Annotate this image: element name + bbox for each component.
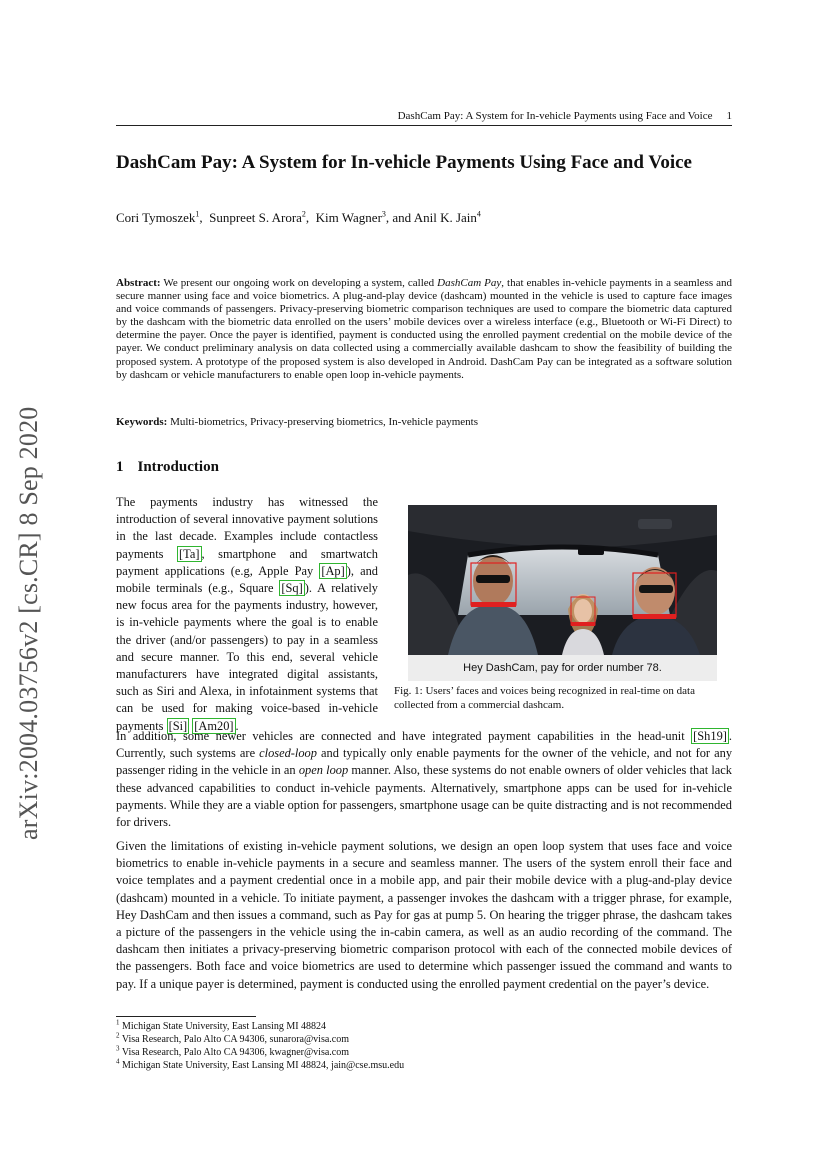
author-name: Sunpreet S. Arora [209,210,302,225]
dashcam-command-overlay: Hey DashCam, pay for order number 78. [408,655,717,681]
body-text: ), and mobile terminals (e.g., Square [116,563,378,596]
footnote [116,1059,732,1072]
body-text: manner. Also, these systems do not enable owners of older vehicles that lack these advanced capabilities to conduct in-vehicle payments. Alternatively, smartphone apps can be used for in-vehicle payments. While they are a viable option for passengers, smartphone usage can be quite distracting and is not recommended for drivers. [116,763,732,830]
body-text: . Currently, such systems are [116,729,732,761]
author-name: Cori Tymoszek [116,210,196,225]
footnote-text: Visa Research, Palo Alto CA 94306, sunarora@visa.com [121,1034,350,1045]
section-heading [116,459,219,476]
footnote-text: Visa Research, Palo Alto CA 94306, kwagner@visa.com [121,1047,350,1058]
citation-link[interactable]: [Ap] [321,563,345,578]
citation-link[interactable]: [Si] [168,718,188,733]
running-head-title: DashCam Pay: A System for In-vehicle Payments using Face and Voice [397,110,713,122]
author-affiliation-mark: 3 [381,209,386,219]
abstract-text: , that enables in-vehicle payments in a seamless and secure manner using face and voice biometrics. A plug-and-play device (dashcam) mounted in the vehicle is used to capture face images and voice commands of passengers. Privacy-preserving biometric comparison techniques are used to compare the biometric data captured by the dashcam with the biometric data enrolled on the users’ mobile devices over a wireless interface (e.g., Bluetooth or Wi-Fi Direct) to determine the payer. Once the payer is identified, payment is conducted using the enrolled payment credential on the mobile device of the payer. We conduct preliminary analysis on data collected using a commercially available dashcam to show the feasibility of building the proposed system. A prototype of the proposed system is also developed in Android. DashCam Pay can be integrated as a software solution by dashcam or vehicle manufacturers to enable open loop in-vehicle payments. [116,277,733,381]
body-text: In addition, some newer vehicles are connected and have integrated payment capabilities in the head-unit [116,729,692,743]
running-head [116,110,732,126]
emphasis-text: open loop [298,763,349,778]
keywords-text: Multi-biometrics, Privacy-preserving biometrics, In-vehicle payments [167,416,478,428]
footnote-mark: 3 [116,1044,120,1053]
section-number: 1 [116,459,124,475]
paper-title: DashCam Pay: A System for In-vehicle Payments Using Face and Voice [116,152,692,173]
footnote-mark: 1 [116,1018,120,1027]
body-text: and typically only enable payments for the owner of the vehicle, and not for any passenger riding in the vehicle in an [116,746,733,778]
footnote-rule [116,1016,256,1017]
footnote-text: Michigan State University, East Lansing MI 48824, jain@cse.msu.edu [122,1060,405,1071]
footnote [116,1020,732,1033]
footnotes [116,1020,732,1072]
intro-paragraph-full [116,728,732,831]
second-paragraph: Given the limitations of existing in-vehicle payment solutions, we design an open loop system that uses face and voice biometrics to enable in-vehicle payments in a secure and seamless manner. The users of the system enroll their face and voice templates and a payment credential once in a mobile app, and pair their mobile device with a plug-and-play device (dashcam) mounted in a vehicle. To initiate payment, a passenger invokes the dashcam with a trigger phrase, for example, Hey DashCam and then issues a command, such as Pay for gas at pump 5. On hearing the trigger phrase, the dashcam takes a picture of the passengers in the vehicle using the in-cabin camera, as well as an audio recording of the command. The dashcam then initiates a privacy-preserving biometric comparison protocol with each of the connected mobile devices of the passengers. Both face and voice biometrics are used to determine which passenger issued the command and wants to pay. If a unique payer is determined, payment is conducted using the enrolled payment credential on the payer’s device. [116,839,732,991]
keywords-label: Keywords: [116,416,168,428]
author-name: Kim Wagner [315,210,382,225]
author-affiliation-mark: 1 [195,209,200,219]
abstract-text: We present our ongoing work on developing a system, called [160,277,438,289]
citation-link[interactable]: [Sh19] [693,729,727,743]
intro-paragraph-column [116,494,378,735]
dashcam-photo [408,505,717,655]
author-list: Cori Tymoszek$^1$, Sunpreet S. Arora$^2$, Kim Wagner$^3$, and Anil K. Jain$^4$ [116,209,481,225]
citation-link[interactable]: [Sq] [281,581,303,596]
abstract-label: Abstract: [116,277,161,289]
emphasis-text: closed-loop [259,746,317,761]
footnote-mark: 4 [116,1057,120,1066]
body-text: . [235,718,239,733]
footnote [116,1033,732,1046]
abstract [116,277,732,382]
footnote-mark: 2 [116,1031,120,1040]
arxiv-stamp: arXiv:2004.03756v2 [cs.CR] 8 Sep 2020 [14,406,43,840]
keywords [116,416,732,428]
page-number: 1 [726,110,732,122]
body-text: ). A relatively new focus area for the payments industry, however, is in-vehicle payments where the goal is to enable the driver (and/or passengers) to pay in a seamless and secure manner. To this end, several vehicle manufacturers have integrated digital assistants, such as Siri and Alexa, in infotainment systems that can be used for making voice-based in-vehicle payments [116,581,378,733]
citation-link[interactable]: [Am20] [194,718,234,733]
section-title: Introduction [137,459,219,475]
figure-dashcam [408,505,717,681]
citation-link[interactable]: [Ta] [179,546,200,561]
author-affiliation-mark: 2 [301,209,306,219]
footnote [116,1046,732,1059]
body-text: , smartphone and smartwatch payment applications (e.g, Apple Pay [116,546,379,578]
author-affiliation-mark: 4 [476,209,481,219]
footnote-text: Michigan State University, East Lansing MI 48824 [122,1021,327,1032]
abstract-system-name: DashCam Pay [437,277,502,289]
figure-caption: Fig. 1: Users’ faces and voices being recognized in real-time on data collected from a commercial dashcam. [394,685,695,711]
author-name: and Anil K. Jain [392,210,477,225]
body-text: The payments industry has witnessed the introduction of several innovative payment solutions in the last decade. Examples include contactless payments [116,495,378,561]
